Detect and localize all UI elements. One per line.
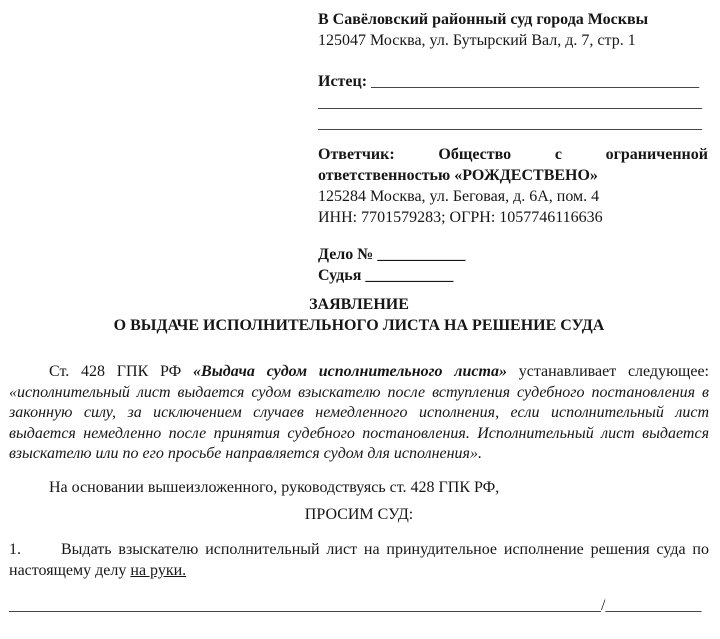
legal-basis-paragraph [9,362,709,465]
statute-connector: устанавливает следующее: [506,363,709,380]
request-item-1 [9,539,709,581]
signature-fill-in-right: ____________ [605,596,702,614]
request-heading: ПРОСИМ СУД: [304,505,414,523]
fill-in-line-2: ________________________________________________ [318,115,702,132]
conclusion-lead-paragraph: На основании вышеизложенного, руководствуясь ст. 428 ГПК РФ, [49,478,500,496]
document-title-line2: О ВЫДАЧЕ ИСПОЛНИТЕЛЬНОГО ЛИСТА НА РЕШЕНИЕ СУДА [113,317,605,334]
header-address-block [318,9,708,286]
defendant-name: Общество с ограниченной ответственностью «РОЖДЕСТВЕНО» [318,146,708,184]
signature-fill-in-left: __________________________________________________________________________ [9,596,601,614]
signature-slash: / [601,596,606,614]
court-address: 125047 Москва, ул. Бутырский Вал, д. 7, стр. 1 [318,32,636,49]
statute-quote: «исполнительный лист выдается судом взыскателю после вступления судебного постановления в законную силу, за исключением случаев немедленного исполнения, если исполнительный лист выдается немедленно после принятия судебного постановления. Исполнительный лист выдается взыскателю или по его просьбе направляется судом для исполнения». [9,383,709,463]
request-item-number: 1. [9,540,21,558]
defendant-address: 125284 Москва, ул. Беговая, д. 6А, пом. 4 [318,188,600,205]
request-item-text: Выдать взыскателю исполнительный лист на принудительное исполнение решения суда по настоящему делу [9,540,709,579]
fill-in-line-1: ________________________________________________ [318,94,702,111]
plaintiff-line [318,71,708,92]
statute-article-title: «Выдача судом исполнительного листа» [193,363,507,380]
case-number-line [318,244,708,265]
document-title [9,294,709,336]
document-title-line1: ЗАЯВЛЕНИЕ [309,296,409,313]
judge-fill-in-line: ___________ [365,267,454,284]
defendant-line [318,144,708,186]
plaintiff-label: Истец: [318,73,368,90]
plaintiff-fill-in-line: _________________________________________ [371,73,700,90]
defendant-requisites: ИНН: 7701579283; ОГРН: 1057746116636 [318,209,603,226]
judge-label: Судья [318,267,362,284]
signature-line [9,595,709,616]
defendant-label: Ответчик: [318,146,395,163]
case-number-fill-in-line: ___________ [377,246,466,263]
court-name: В Савёловский районный суд города Москвы [318,11,649,28]
request-item-emphasis: на руки. [130,561,187,579]
judge-line [318,265,708,286]
statute-reference: Ст. 428 ГПК РФ [49,363,194,380]
case-number-label: Дело № [318,246,374,263]
